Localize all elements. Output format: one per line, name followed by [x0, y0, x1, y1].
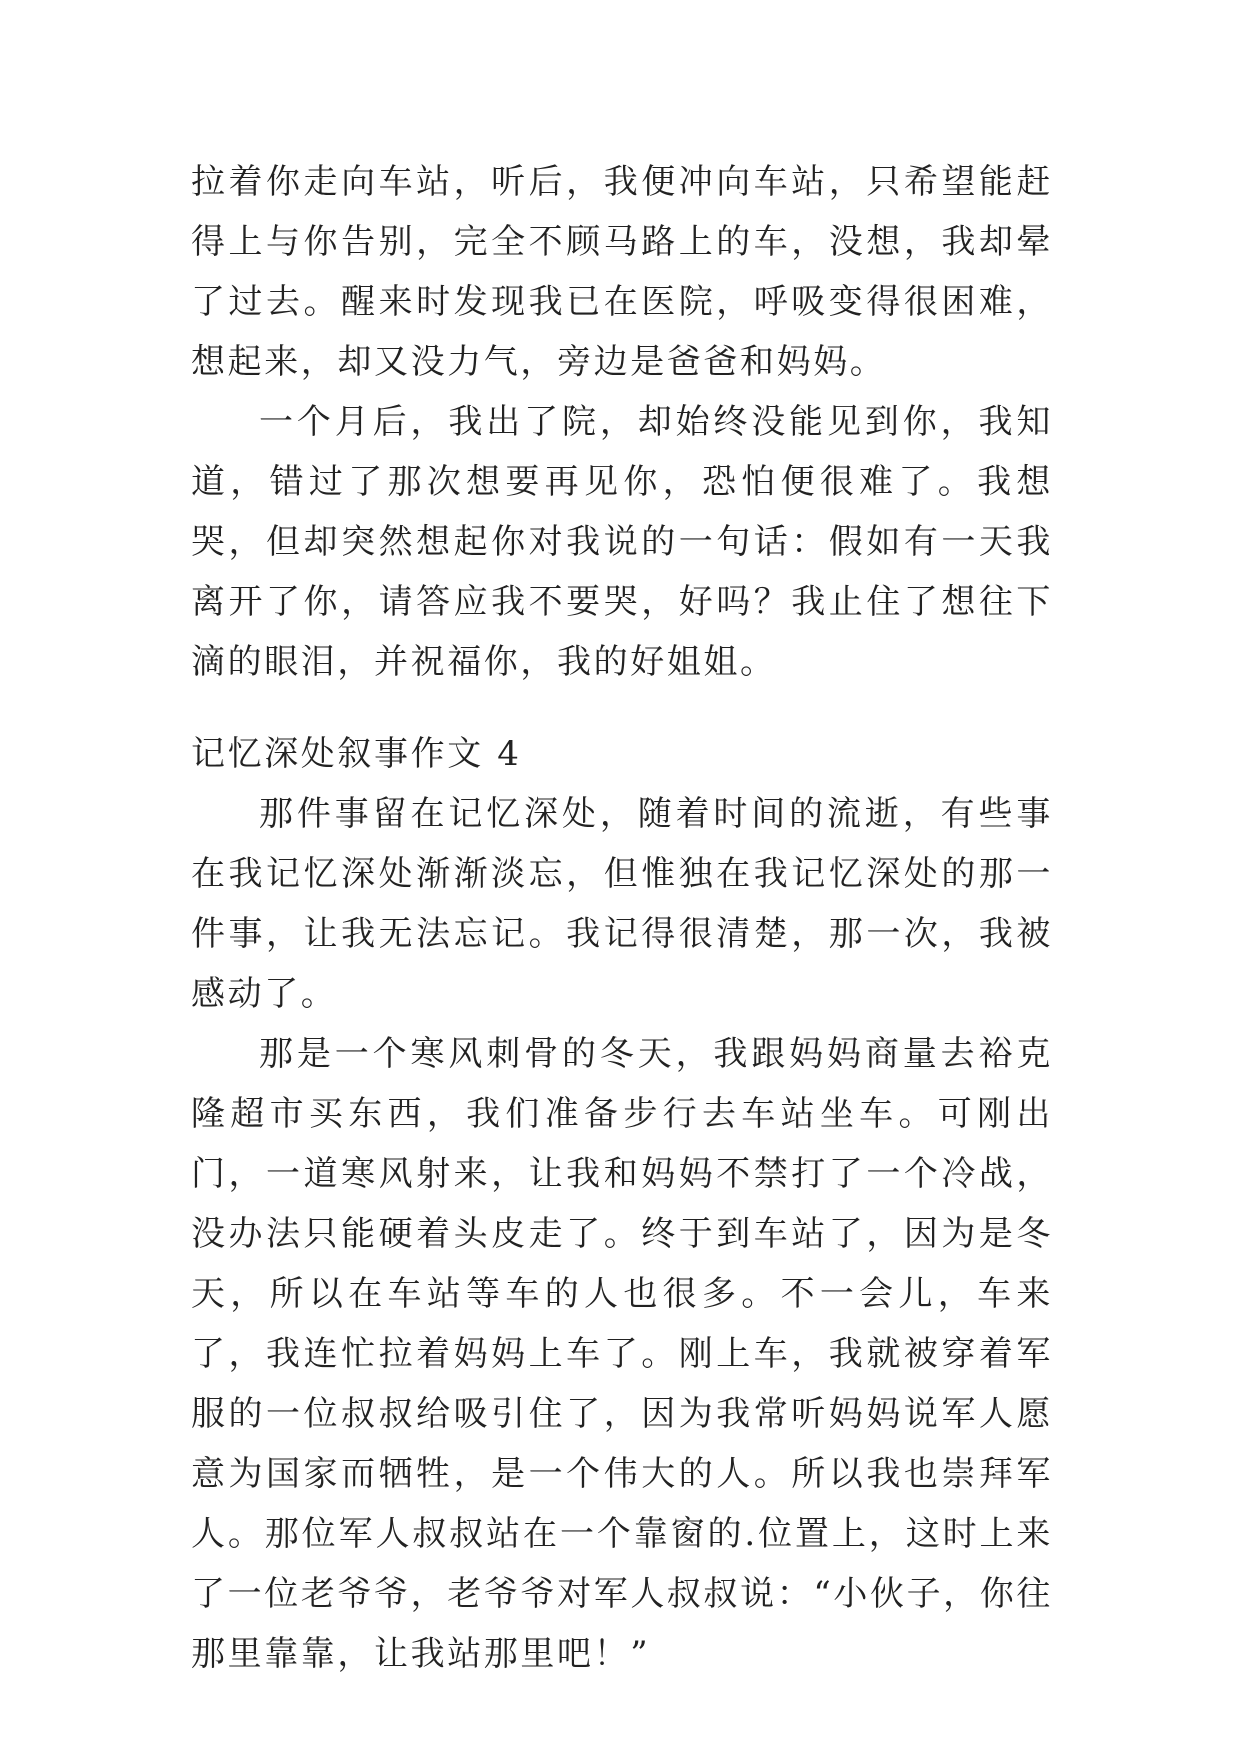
paragraph: 那是一个寒风刺骨的冬天，我跟妈妈商量去裕克隆超市买东西，我们准备步行去车站坐车。可刚出门，一道寒风射来，让我和妈妈不禁打了一个冷战，没办法只能硬着头皮走了。终于到车站了，因为是冬天，所以在车站等车的人也很多。不一会儿，车来了，我连忙拉着妈妈上车了。刚上车，我就被穿着军服的一位叔叔给吸引住了，因为我常听妈妈说军人愿意为国家而牺牲，是一个伟大的人。所以我也崇拜军人。那位军人叔叔站在一个靠窗的.位置上，这时上来了一位老爷爷，老爷爷对军人叔叔说：“小伙子，你往那里靠靠，让我站那里吧！”: [191, 1034, 1053, 1674]
previous-section-text: [191, 152, 1053, 692]
paragraph: 一个月后，我出了院，却始终没能见到你，我知道，错过了那次想要再见你，恐怕便很难了。我想哭，但却突然想起你对我说的一句话：假如有一天我离开了你，请答应我不要哭，好吗？我止住了想往下滴的眼泪，并祝福你，我的好姐姐。: [191, 402, 1053, 682]
paragraph: 那件事留在记忆深处，随着时间的流逝，有些事在我记忆深处渐渐淡忘，但惟独在我记忆深处的那一件事，让我无法忘记。我记得很清楚，那一次，我被感动了。: [191, 794, 1053, 1014]
paragraph-continued: 拉着你走向车站，听后，我便冲向车站，只希望能赶得上与你告别，完全不顾马路上的车，没想，我却晕了过去。醒来时发现我已在医院，呼吸变得很困难，想起来，却又没力气，旁边是爸爸和妈妈。: [191, 162, 1053, 382]
section-heading: 记忆深处叙事作文 4: [191, 734, 522, 774]
section-4: [191, 724, 1053, 1684]
